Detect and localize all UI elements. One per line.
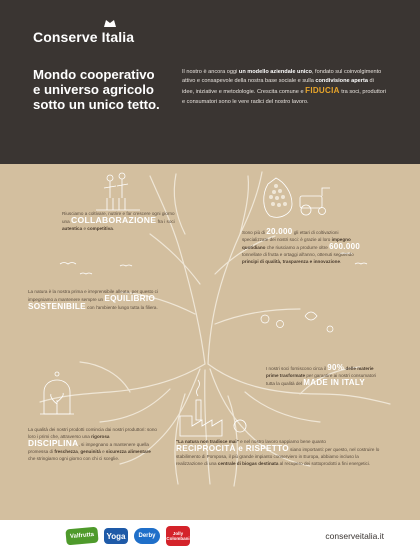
figures-part: Sono più di	[242, 230, 267, 235]
equilibrio-highlight: EQUILIBRIO SOSTENIBILE	[28, 294, 156, 311]
farmers-drawing	[96, 173, 140, 210]
disciplina-highlight: DISCIPLINA	[28, 438, 79, 448]
made-bold: delle materie prime trasformate	[266, 366, 374, 378]
equilibrio-part: La natura è la nostra prima e irreprensibile alleata, per questo ci impegniamo a mantenere sempre un	[28, 289, 158, 302]
disciplina-part: La qualità dei nostri prodotti comincia dai nostri produttori: sono loro i primi che, attraverso una	[28, 427, 157, 439]
intro-highlight: FIDUCIA	[305, 86, 340, 96]
collab-bold: autentica	[62, 226, 83, 231]
disciplina-bold: freschezza	[54, 449, 78, 454]
figures-part: che riusciamo a produrre oltre	[265, 245, 330, 250]
brand-logo-jolly-colombani	[166, 526, 190, 546]
disciplina-part: e	[100, 449, 106, 454]
made-highlight: MADE IN ITALY	[303, 378, 365, 387]
tractor-drawing	[264, 178, 330, 217]
reciproc-bold: centrale di biogas destinata	[217, 461, 279, 466]
sustainability-block	[28, 288, 160, 311]
website-link[interactable]: conserveitalia.it	[325, 531, 384, 541]
intro-part: di idee, iniziative e metodologie. Crescita comune e	[182, 78, 374, 96]
vegetables-drawing	[261, 312, 333, 332]
intro-text	[182, 68, 387, 107]
intro-part: , fondato sul coinvolgimento attivo e consapevole della nostra base sociale e sulla	[182, 69, 382, 85]
collaboration-block	[62, 210, 182, 232]
figures-part: gli ettari di coltivazioni specializzate dei nostri soci: è grazie al loro	[242, 230, 339, 242]
header	[0, 0, 420, 164]
equilibrio-part: con l'ambiente lungo tutta la filiera.	[85, 305, 158, 310]
brand-logo-valfrutta	[65, 527, 98, 546]
brand-label: Jolly Colombani	[166, 531, 190, 541]
brand-label: Yoga	[106, 531, 126, 541]
headline-line-2: e universo agricolo	[33, 82, 154, 97]
collab-part: Riusciamo a coltivare, nutrire e far crescere ogni giorno una	[62, 211, 175, 224]
headline-line-3: sotto un unico tetto.	[33, 97, 160, 112]
bell-jar-drawing	[40, 372, 74, 414]
made-percentage: 90%	[327, 363, 345, 372]
made-part: I nostri soci forniscono circa il	[266, 366, 328, 371]
reciprocity-block	[176, 438, 386, 467]
collab-highlight: COLLABORAZIONE	[70, 215, 157, 225]
brand-label: Derby	[138, 533, 156, 539]
reciproc-part: siano importanti: per questo, nel costruire lo stabilimento di Pomposa, il più grande impianto conserviero in Europa, abbiamo incluso la realizzazione di una	[176, 447, 380, 466]
figures-bold: impegno quotidiano	[242, 237, 351, 250]
disciplina-bold: genuinità	[80, 449, 101, 454]
figures-part: .	[340, 259, 342, 264]
disciplina-bold: sicurezza alimentare	[105, 449, 151, 454]
figures-block	[242, 228, 362, 265]
headline-line-1: Mondo cooperativo	[33, 67, 155, 82]
disciplina-part: che stringiamo ogni giorno con chi ci sceglie.	[28, 456, 120, 461]
reciproc-highlight: RECIPROCITÀ e RISPETTO	[176, 444, 289, 453]
collab-part: fra i soci	[156, 219, 175, 224]
disciplina-bold: rigorosa	[91, 434, 110, 439]
reciproc-quote: "La natura non tradisce mai"	[176, 439, 239, 444]
brand-logo-derby	[134, 528, 160, 544]
headline	[33, 67, 183, 112]
logo-text: Conserve Italia	[33, 29, 135, 45]
disciplina-part: ,	[77, 449, 81, 454]
brand-label: Valfrutta	[69, 531, 95, 541]
disciplina-part: , si impegnano a mantenere quella promessa di	[28, 442, 149, 454]
intro-bold: un modello aziendale unico	[238, 69, 312, 75]
reciproc-part: al recupero dei sottoprodotti a fini energetici.	[278, 461, 371, 466]
main-illustration-area	[0, 164, 420, 520]
intro-bold: condivisione aperta	[315, 78, 368, 85]
figures-part: tonnellate di frutta e ortaggi all'anno, ottenuti seguendo	[242, 252, 354, 257]
collab-part: e	[82, 226, 88, 231]
footer	[0, 520, 420, 555]
grapes-drawing	[269, 184, 287, 207]
collab-bold: competitiva	[87, 226, 113, 231]
discipline-block	[28, 426, 158, 462]
made-part: per garantire ai nostri consumatori tutta la qualità del	[266, 373, 377, 386]
reciproc-part: e nel nostro lavoro sappiamo bene quanto	[238, 439, 326, 444]
intro-part: Il nostro è ancora oggi	[182, 69, 239, 75]
figures-bold: principi di qualità, trasparenza e innovazione	[242, 259, 341, 264]
intro-part: tra soci, produttori e consumatori sono le vere radici del nostro lavoro.	[182, 89, 387, 105]
made-in-italy-block	[266, 364, 378, 387]
figures-number-hectares: 20.000	[266, 227, 293, 236]
logo-mark-icon	[103, 18, 117, 28]
figures-number-tons: 600.000	[329, 242, 361, 251]
collab-part: .	[112, 226, 115, 231]
brand-logo-yoga	[104, 528, 128, 544]
